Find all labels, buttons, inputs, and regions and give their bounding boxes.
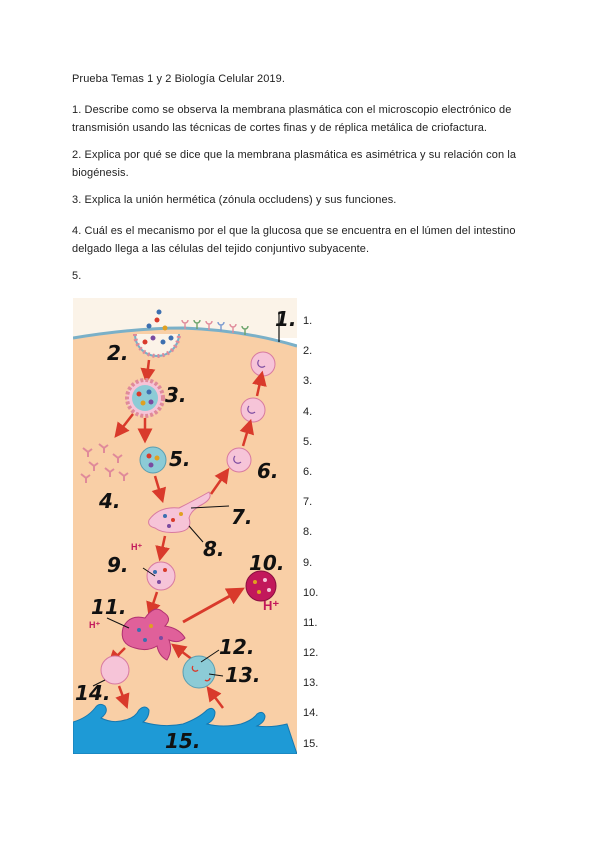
label-7: 7. xyxy=(231,505,253,529)
question-4: 4. Cuál es el mecanismo por el que la glucosa que se encuentra en el lúmen del intestino delgado llega a las células del tejido conjuntivo subyacente. xyxy=(72,225,516,255)
answer-line: 13. xyxy=(303,677,319,690)
lysosome xyxy=(246,571,276,601)
label-4: 4. xyxy=(99,489,121,513)
answer-line: 10. xyxy=(303,586,319,599)
coated-vesicle xyxy=(127,380,163,416)
label-2: 2. xyxy=(107,341,129,365)
label-1: 1. xyxy=(275,307,297,331)
label-3: 3. xyxy=(165,383,187,407)
answer-list xyxy=(303,312,318,765)
answer-line: 12. xyxy=(303,647,319,660)
uncoated-vesicle xyxy=(140,447,166,473)
answer-line: 15. xyxy=(303,737,319,750)
label-11: 11. xyxy=(91,595,127,619)
endocytosis-diagram xyxy=(73,298,297,754)
question-3: 3. Explica la unión hermética (zónula occludens) y sus funciones. xyxy=(72,194,397,206)
answer-line: 5. xyxy=(303,435,313,448)
label-8: 8. xyxy=(203,537,225,561)
answer-line: 1. xyxy=(303,315,313,327)
label-15: 15. xyxy=(165,729,201,753)
label-9: 9. xyxy=(107,553,129,577)
label-14: 14. xyxy=(75,681,111,705)
answer-line: 4. xyxy=(303,405,313,418)
exocytic-vesicle xyxy=(101,656,129,684)
label-5: 5. xyxy=(169,447,191,471)
answer-line: 6. xyxy=(303,465,313,478)
answer-line: 14. xyxy=(303,707,319,720)
carrier-vesicle xyxy=(147,562,175,590)
proton-label-2: H⁺ xyxy=(263,598,280,613)
answer-line: 8. xyxy=(303,526,313,539)
label-12: 12. xyxy=(219,635,255,659)
proton-label-3: H⁺ xyxy=(89,620,101,630)
answer-line: 9. xyxy=(303,556,313,569)
answer-line: 7. xyxy=(303,496,313,509)
label-13: 13. xyxy=(225,663,261,687)
receptor-vesicle xyxy=(183,656,215,688)
question-5: 5. xyxy=(72,270,82,282)
answer-line: 11. xyxy=(303,616,318,629)
proton-label-1: H⁺ xyxy=(131,542,143,552)
label-10: 10. xyxy=(249,551,285,575)
question-1: 1. Describe como se observa la membrana plasmática con el microscopio electrónico de transmisión usando las técnicas de cortes finas y de réplica metálica de criofactura. xyxy=(72,104,512,134)
answer-line: 3. xyxy=(303,375,313,388)
answer-line: 2. xyxy=(303,345,313,358)
label-6: 6. xyxy=(257,459,279,483)
question-2: 2. Explica por qué se dice que la membrana plasmática es asimétrica y su relación con la biogénesis. xyxy=(72,149,517,179)
page-title: Prueba Temas 1 y 2 Biología Celular 2019. xyxy=(72,73,286,85)
